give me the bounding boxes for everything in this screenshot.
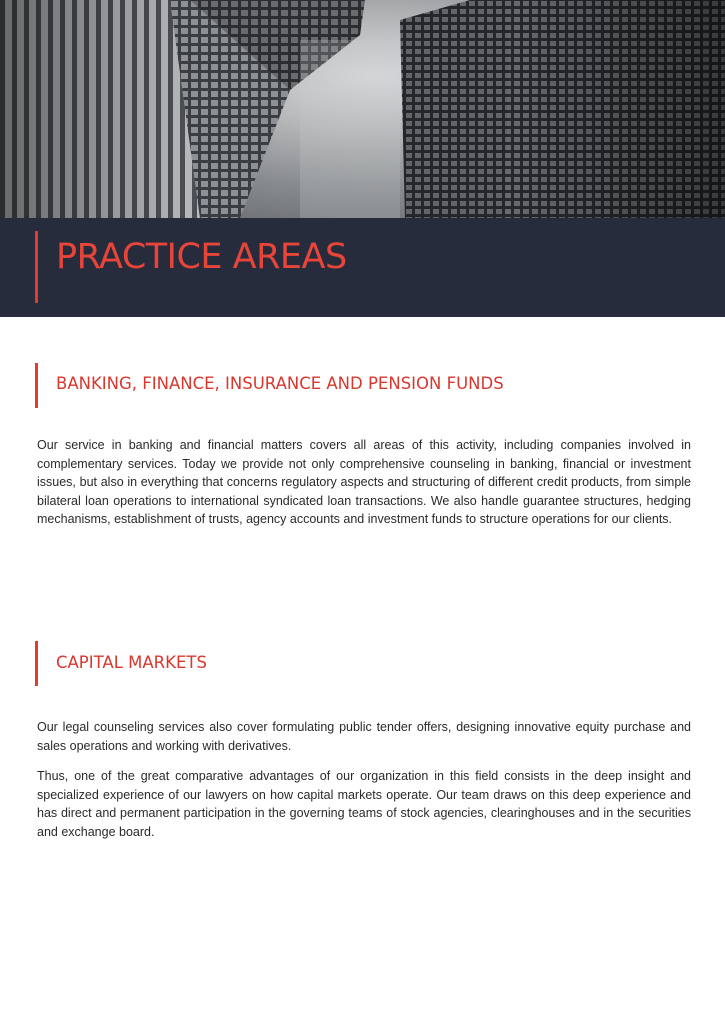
section-paragraph-banking: Our service in banking and financial matters covers all areas of this activity, including companies involved in complementary services. Today we provide not only comprehensive counseling in banking, financial or investment issues, but also in everything that concerns regulatory aspects and structuring of different credit products, from simple bilateral loan operations to international syndicated loan transactions. We also handle guarantee structures, hedging mechanisms, establishment of trusts, agency accounts and investment funds to structure operations for our clients. <box>37 438 691 526</box>
section-heading-banking: BANKING, FINANCE, INSURANCE AND PENSION FUNDS <box>56 374 504 393</box>
section-accent-bar <box>35 363 38 408</box>
section-paragraph-capital-markets-1: Our legal counseling services also cover formulating public tender offers, designing innovative equity purchase and sales operations and working with derivatives. <box>37 720 691 753</box>
section-accent-bar <box>35 641 38 686</box>
hero-skyscrapers-image <box>0 0 725 218</box>
title-band <box>0 218 725 317</box>
section-paragraph-capital-markets-2: Thus, one of the great comparative advantages of our organization in this field consists in the deep insight and specialized experience of our lawyers on how capital markets operate. Our team draws on this deep experience and has direct and permanent participation in the governing teams of stock agencies, clearinghouses and in the securities and exchange board. <box>37 769 691 839</box>
page-title: PRACTICE AREAS <box>56 237 347 277</box>
section-heading-capital-markets: CAPITAL MARKETS <box>56 653 207 672</box>
title-accent-bar <box>35 231 38 303</box>
